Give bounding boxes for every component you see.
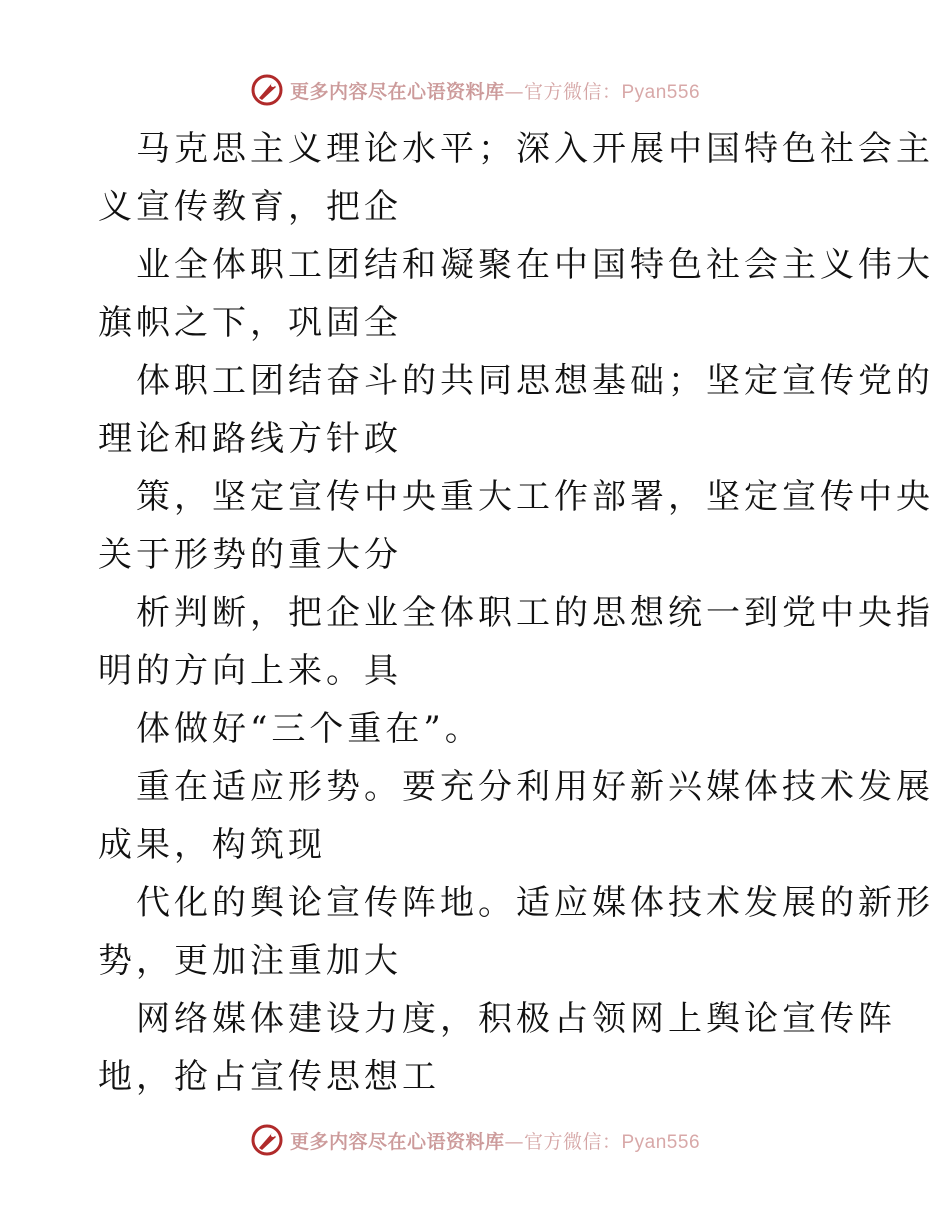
text-line: 重在适应形势。要充分利用好新兴媒体技术发展 [136,767,934,807]
banner-main-text: 更多内容尽在心语资料库 [289,80,505,103]
banner-wechat-label: 官方微信： [523,80,622,103]
pen-nib-logo-icon [250,73,284,107]
text-line: 关于形势的重大分 [98,535,402,575]
text-line: 策，坚定宣传中央重大工作部署，坚定宣传中央 [136,477,934,517]
text-line: 旗帜之下，巩固全 [98,303,402,343]
text-line: 地，抢占宣传思想工 [98,1057,440,1097]
header-banner [0,70,950,110]
text-line: 业全体职工团结和凝聚在中国特色社会主义伟大 [136,245,934,285]
footer-banner [0,1120,950,1160]
banner-main-text: 更多内容尽在心语资料库 [289,1130,505,1153]
text-line: 马克思主义理论水平；深入开展中国特色社会主 [136,129,934,169]
text-line: 明的方向上来。具 [98,651,402,691]
banner-text [290,77,700,104]
pen-nib-logo-icon [250,1123,284,1157]
text-line: 代化的舆论宣传阵地。适应媒体技术发展的新形 [136,883,934,923]
banner-wechat-label: 官方微信： [523,1130,622,1153]
banner-dash: — [504,80,524,103]
text-line: 成果，构筑现 [98,825,326,865]
banner-wechat-id: Pyan556 [621,1131,701,1153]
text-line: 析判断，把企业全体职工的思想统一到党中央指 [136,593,934,633]
banner-wechat-id: Pyan556 [621,81,701,103]
text-line: 势，更加注重加大 [98,941,402,981]
banner-text [290,1127,700,1154]
text-line: 义宣传教育，把企 [98,187,402,227]
text-line: 网络媒体建设力度，积极占领网上舆论宣传阵 [136,999,896,1039]
banner-dash: — [504,1130,524,1153]
document-body [98,120,934,1106]
text-line: 理论和路线方针政 [98,419,402,459]
text-line: 体做好“三个重在”。 [136,709,483,749]
text-line: 体职工团结奋斗的共同思想基础；坚定宣传党的 [136,361,934,401]
